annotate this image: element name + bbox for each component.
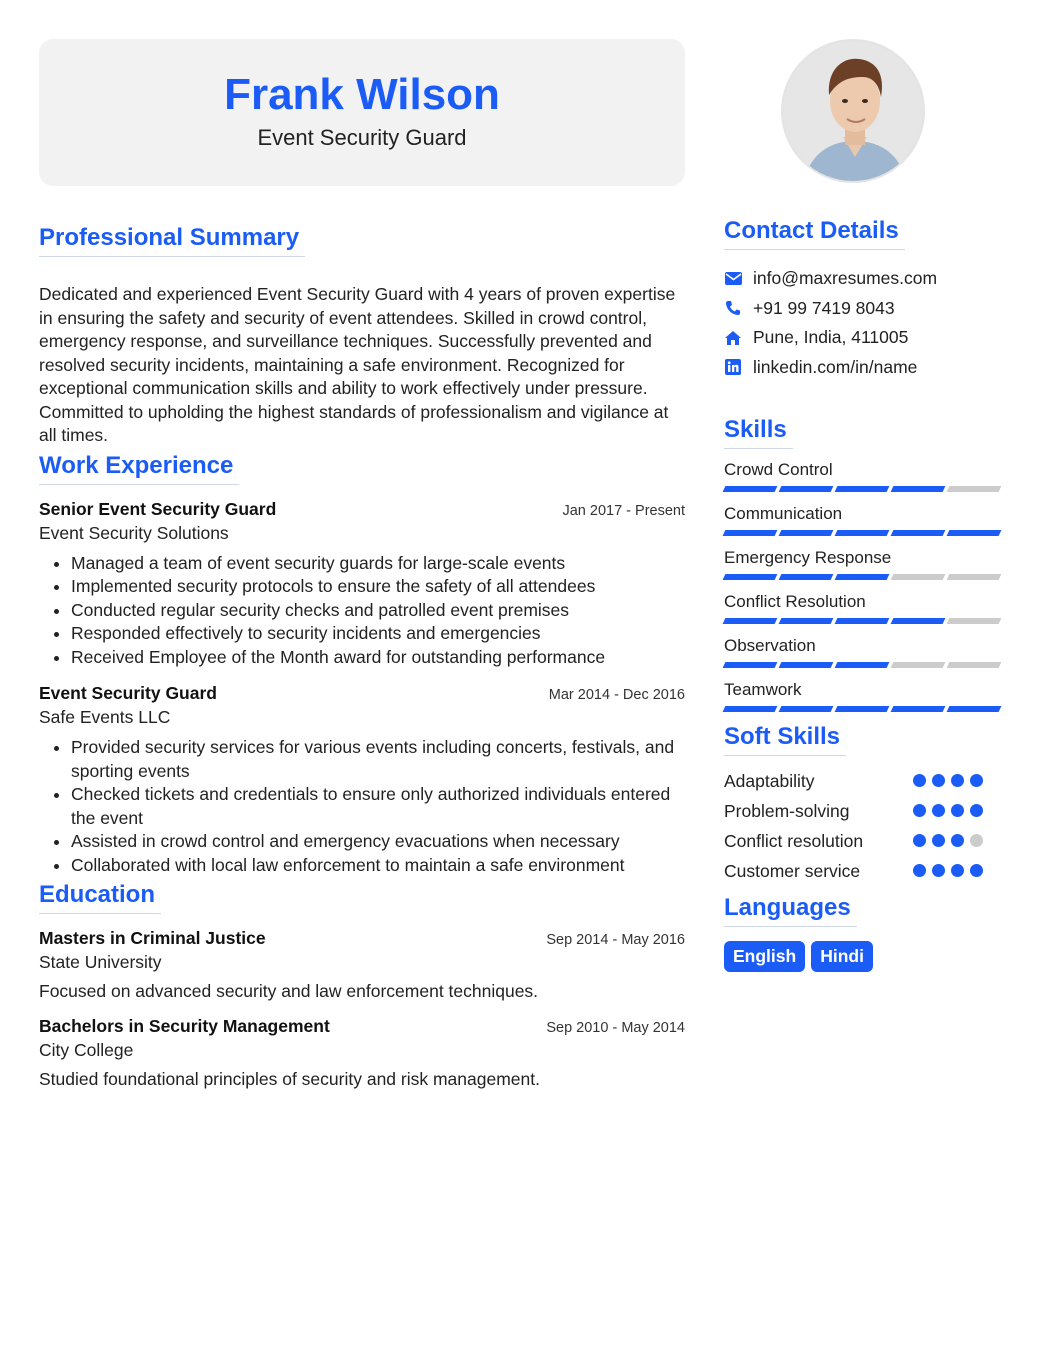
rating-dot [913,834,926,847]
skill-level-bar [724,574,1000,580]
contact-linkedin[interactable] [724,353,1000,383]
profile-photo [781,39,925,183]
education-desc: Studied foundational principles of security and risk management. [39,1069,540,1089]
skill-bar-segment [779,706,834,712]
soft-skill-item [724,856,1000,886]
job-entry [39,499,685,670]
contact-email[interactable] [724,264,1000,294]
skills-section [724,416,1000,712]
skill-bar-segment [779,662,834,668]
list-item: • Implemented security protocols to ensure the safety of all attendees [71,575,685,599]
rating-dot [951,804,964,817]
skill-bar-segment [947,486,1002,492]
rating-dot [951,864,964,877]
degree-title: Masters in Criminal Justice [39,928,266,948]
skill-bar-segment [779,574,834,580]
school-name: City College [39,1040,134,1060]
skill-name: Observation [724,636,816,655]
skill-item [724,459,1000,492]
email-text: info@maxresumes.com [753,268,938,289]
list-item: • Responded effectively to security incidents and emergencies [71,622,685,646]
skill-bar-segment [835,662,890,668]
contact-phone[interactable] [724,294,1000,324]
contact-location [724,323,1000,353]
soft-skill-item [724,826,1000,856]
skill-name: Teamwork [724,680,802,699]
soft-skill-dots [913,864,983,877]
rating-dot [913,864,926,877]
rating-dot [970,864,983,877]
skill-item [724,591,1000,624]
skill-item [724,547,1000,580]
soft-skill-name: Problem-solving [724,800,850,821]
skill-bar-segment [947,530,1002,536]
sidebar-column [724,39,1000,972]
skill-bar-segment [891,486,946,492]
header-box [39,39,685,186]
list-item: • Assisted in crowd control and emergency evacuations when necessary [71,830,685,854]
soft-skill-dots [913,834,983,847]
school-name: State University [39,952,162,972]
rating-dot [932,804,945,817]
skill-item [724,635,1000,668]
job-bullets [39,736,685,877]
degree-title: Bachelors in Security Management [39,1016,330,1036]
location-text: Pune, India, 411005 [753,327,909,348]
contact-section [724,217,1000,382]
education-entry [39,1016,685,1090]
soft-skills-heading: Soft Skills [724,723,846,756]
skill-bar-segment [947,662,1002,668]
skill-level-bar [724,662,1000,668]
skill-bar-segment [723,530,778,536]
skill-bar-segment [947,618,1002,624]
rating-dot [932,774,945,787]
candidate-title: Event Security Guard [257,125,467,150]
language-badge: Hindi [811,941,873,972]
job-date: Jan 2017 - Present [562,502,685,519]
skills-heading: Skills [724,416,793,449]
rating-dot [932,834,945,847]
soft-skills-section [724,723,1000,886]
list-item: • Conducted regular security checks and patrolled event premises [71,599,685,623]
job-title: Senior Event Security Guard [39,498,277,519]
skill-bar-segment [779,618,834,624]
summary-heading: Professional Summary [39,224,305,257]
soft-skill-dots [913,774,983,787]
list-item: • Collaborated with local law enforcement to maintain a safe environment [71,854,685,878]
skill-level-bar [724,486,1000,492]
rating-dot [970,804,983,817]
soft-skill-dots [913,804,983,817]
skill-item [724,503,1000,536]
contact-heading: Contact Details [724,217,905,250]
skill-bar-segment [779,530,834,536]
skill-bar-segment [835,618,890,624]
experience-section [39,452,685,878]
envelope-icon [724,270,742,288]
rating-dot [951,834,964,847]
skill-bar-segment [835,486,890,492]
soft-skill-name: Customer service [724,860,861,881]
job-bullets [39,552,685,670]
rating-dot [970,774,983,787]
skill-bar-segment [891,574,946,580]
person-avatar-icon [783,41,925,183]
education-desc: Focused on advanced security and law enforcement techniques. [39,981,539,1001]
candidate-name: Frank Wilson [224,70,500,119]
skill-bar-segment [723,574,778,580]
job-date: Mar 2014 - Dec 2016 [548,687,685,703]
soft-skill-name: Conflict resolution [724,830,864,851]
languages-heading: Languages [724,894,857,927]
skill-bar-segment [891,530,946,536]
job-company: Event Security Solutions [39,522,229,543]
skill-bar-segment [835,574,890,580]
job-company: Safe Events LLC [39,707,171,727]
list-item: • Provided security services for various events including concerts, festivals, and sporting events [71,736,685,783]
skill-item [724,679,1000,712]
soft-skill-item [724,766,1000,796]
skill-level-bar [724,530,1000,536]
list-item: • Checked tickets and credentials to ensure only authorized individuals entered the event [71,783,685,830]
linkedin-text: linkedin.com/in/name [753,356,918,377]
education-heading: Education [39,881,161,914]
education-section [39,881,685,1090]
phone-icon [724,299,742,317]
skill-name: Communication [724,504,843,523]
skill-bar-segment [835,530,890,536]
skill-bar-segment [947,574,1002,580]
rating-dot [951,774,964,787]
education-date: Sep 2014 - May 2016 [546,932,685,948]
experience-heading: Work Experience [39,452,239,485]
rating-dot [970,834,983,847]
home-icon [724,329,742,347]
skill-level-bar [724,618,1000,624]
education-date: Sep 2010 - May 2014 [546,1020,685,1036]
skill-bar-segment [891,662,946,668]
rating-dot [913,774,926,787]
main-column [39,39,685,1090]
skill-bar-segment [723,486,778,492]
skills-list [724,459,1000,712]
skill-name: Conflict Resolution [724,592,866,611]
skill-bar-segment [723,662,778,668]
skill-bar-segment [723,706,778,712]
skill-name: Crowd Control [724,460,833,479]
skill-bar-segment [947,706,1002,712]
job-entry [39,683,685,877]
rating-dot [932,864,945,877]
skill-bar-segment [835,706,890,712]
skill-bar-segment [723,618,778,624]
linkedin-icon [724,358,742,376]
skill-bar-segment [891,618,946,624]
language-badge: English [724,941,805,972]
skill-bar-segment [891,706,946,712]
soft-skill-item [724,796,1000,826]
summary-section [39,224,685,448]
soft-skill-name: Adaptability [724,770,815,791]
phone-text: +91 99 7419 8043 [753,297,895,318]
skill-name: Emergency Response [724,548,892,567]
education-entry [39,928,685,1002]
skill-bar-segment [779,486,834,492]
summary-text: Dedicated and experienced Event Security Guard with 4 years of proven expertise in ensuring the safety and security of event attendees. Skilled in crowd control, emergency response, and surveillance techniques. Successfully prevented and resolved security incidents, maintaining a safe environment. Recognized for exceptional communication skills and ability to work effectively under pressure. Committed to upholding the highest standards of professionalism and vigilance at all times. [39,284,676,445]
languages-section [724,894,1000,972]
rating-dot [913,804,926,817]
list-item: • Received Employee of the Month award for outstanding performance [71,646,685,670]
list-item: • Managed a team of event security guards for large-scale events [71,552,685,576]
skill-level-bar [724,706,1000,712]
job-title: Event Security Guard [39,683,217,703]
